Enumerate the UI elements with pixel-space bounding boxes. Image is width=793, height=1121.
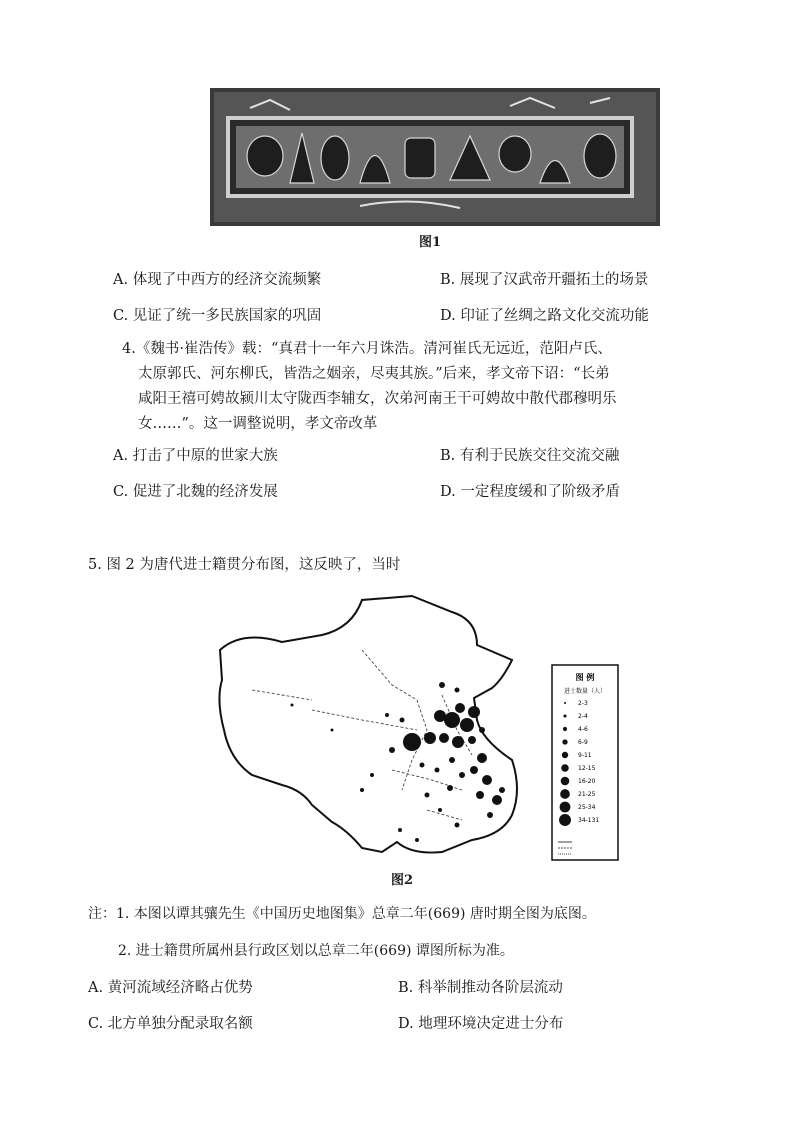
- legend-dot: [563, 714, 566, 717]
- q5-note-2: 2. 进士籍贯所属州县行政区划以总章二年(669) 谭图所标为准。: [118, 943, 514, 959]
- q4-stem-line: 咸阳王禧可娉故颍川太守陇西李辅女，次弟河南王干可娉故中散代郡穆明乐: [138, 391, 617, 407]
- figure2-caption: 图2: [390, 873, 414, 888]
- legend-title: 图 例: [575, 673, 595, 682]
- legend-label: 6-9: [578, 739, 588, 746]
- legend-dot: [560, 789, 570, 799]
- q4-stem-line: 女……”。这一调整说明，孝文帝改革: [138, 416, 378, 432]
- q4-stem-line: 4.《魏书·崔浩传》载：“真君十一年六月诛浩。清河崔氏无远近，范阳卢氏、: [122, 341, 612, 357]
- q3-option-d[interactable]: D. 印证了丝绸之路文化交流功能: [440, 308, 649, 324]
- legend-dot: [560, 802, 571, 813]
- legend-label: 2-3: [578, 700, 588, 707]
- legend-dot: [561, 764, 569, 772]
- legend-dot: [562, 739, 567, 744]
- figure1-image: [210, 88, 660, 226]
- legend-label: 12-15: [578, 765, 596, 772]
- tang-jinshi-distribution-map: [212, 590, 622, 870]
- figure2-map: [212, 590, 622, 870]
- q5-note-1: 注：1. 本图以谭其骧先生《中国历史地图集》总章二年(669) 唐时期全图为底图。: [88, 906, 596, 922]
- q5-option-d[interactable]: D. 地理环境决定进士分布: [398, 1016, 564, 1032]
- legend-dot: [561, 777, 570, 786]
- legend-label: 4-6: [578, 726, 588, 733]
- legend-label: 16-20: [578, 778, 596, 785]
- q5-stem: 5. 图 2 为唐代进士籍贯分布图，这反映了，当时: [88, 557, 401, 573]
- q4-option-d[interactable]: D. 一定程度缓和了阶级矛盾: [440, 484, 620, 500]
- q4-option-b[interactable]: B. 有利于民族交往交流交融: [440, 448, 620, 464]
- legend-label: 2-4: [578, 713, 588, 720]
- q5-option-b[interactable]: B. 科举制推动各阶层流动: [398, 980, 563, 996]
- legend-label: 21-25: [578, 791, 596, 798]
- figure1-caption: 图1: [418, 235, 442, 250]
- legend-dot: [564, 702, 566, 704]
- legend-dot: [562, 752, 568, 758]
- q3-option-c[interactable]: C. 见证了统一多民族国家的巩固: [113, 308, 322, 324]
- q4-option-c[interactable]: C. 促进了北魏的经济发展: [113, 484, 278, 500]
- q3-option-b[interactable]: B. 展现了汉武帝开疆拓土的场景: [440, 272, 649, 288]
- legend-label: 34-131: [578, 817, 600, 824]
- legend-dot: [563, 727, 567, 731]
- legend-label: 25-34: [578, 804, 596, 811]
- q4-stem: [122, 337, 722, 437]
- legend-label: 9-11: [578, 752, 592, 759]
- q4-stem-line: 太原郭氏、河东柳氏，皆浩之姻亲，尽夷其族。”后来，孝文帝下诏：“长弟: [138, 366, 610, 382]
- q5-option-a[interactable]: A. 黄河流域经济略占优势: [88, 980, 253, 996]
- q3-option-a[interactable]: A. 体现了中西方的经济交流频繁: [113, 272, 322, 288]
- legend-dot: [559, 814, 571, 826]
- stone-relief-photo: [210, 88, 660, 226]
- q4-option-a[interactable]: A. 打击了中原的世家大族: [113, 448, 278, 464]
- legend-subtitle: 进士数量（人）: [563, 688, 607, 695]
- q5-option-c[interactable]: C. 北方单独分配录取名额: [88, 1016, 253, 1032]
